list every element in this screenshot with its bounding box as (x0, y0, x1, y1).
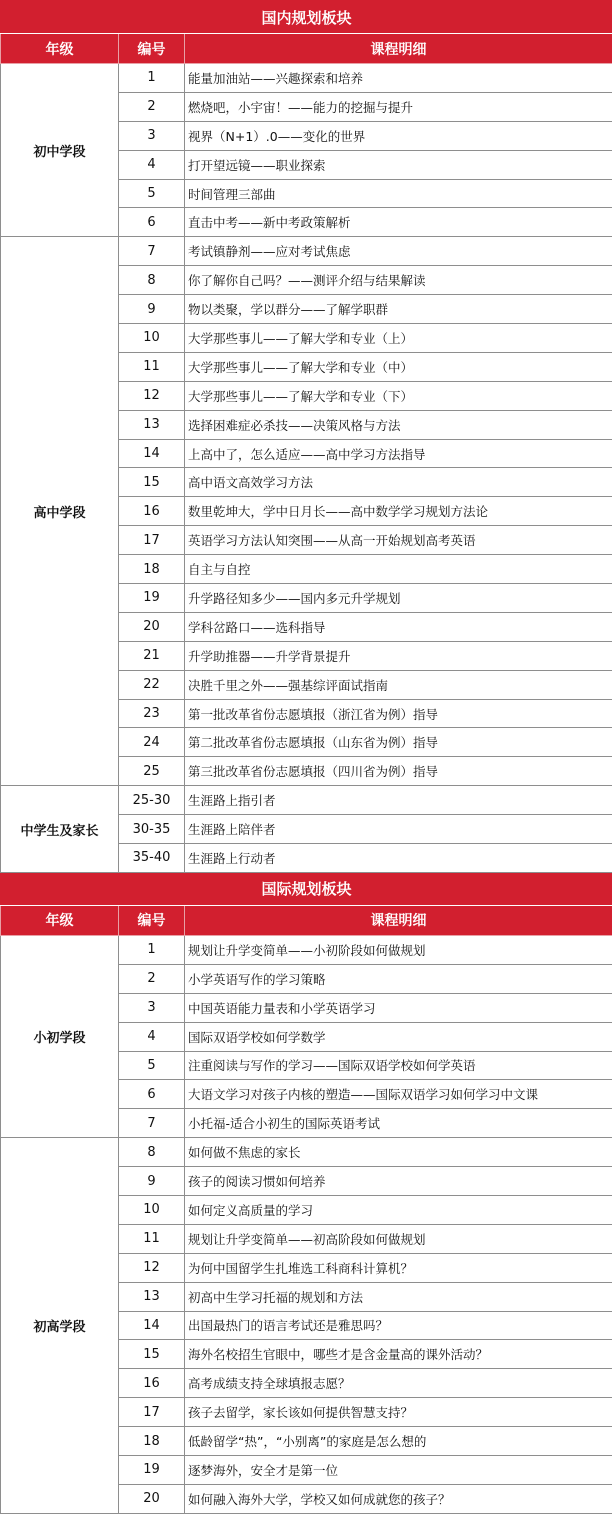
course-detail: 海外名校招生官眼中，哪些才是含金量高的课外活动？ (185, 1340, 612, 1369)
course-number: 6 (119, 208, 185, 237)
course-number: 5 (119, 1051, 185, 1080)
course-number: 22 (119, 670, 185, 699)
course-detail: 上高中了，怎么适应——高中学习方法指导 (185, 439, 612, 468)
table-row (1, 786, 612, 815)
header-grade: 年级 (1, 905, 119, 935)
course-number: 8 (119, 1138, 185, 1167)
course-detail: 决胜千里之外——强基综评面试指南 (185, 670, 612, 699)
course-number: 3 (119, 121, 185, 150)
header-row (1, 34, 612, 64)
header-detail: 课程明细 (185, 905, 612, 935)
course-detail: 你了解你自己吗？——测评介绍与结果解读 (185, 266, 612, 295)
course-detail: 英语学习方法认知突围——从高一开始规划高考英语 (185, 526, 612, 555)
course-detail: 小学英语写作的学习策略 (185, 964, 612, 993)
course-number: 16 (119, 1369, 185, 1398)
course-detail: 升学路径知多少——国内多元升学规划 (185, 584, 612, 613)
course-number: 1 (119, 935, 185, 964)
course-detail: 自主与自控 (185, 555, 612, 584)
course-number: 20 (119, 612, 185, 641)
course-number: 18 (119, 1427, 185, 1456)
course-detail: 物以类聚，学以群分——了解学职群 (185, 295, 612, 324)
header-number: 编号 (119, 905, 185, 935)
course-number: 1 (119, 64, 185, 93)
course-number: 2 (119, 964, 185, 993)
course-detail: 视界（N+1）.0——变化的世界 (185, 121, 612, 150)
course-number: 35-40 (119, 844, 185, 873)
course-detail: 大学那些事儿——了解大学和专业（下） (185, 381, 612, 410)
course-detail: 中国英语能力量表和小学英语学习 (185, 993, 612, 1022)
course-number: 10 (119, 324, 185, 353)
course-detail: 能量加油站——兴趣探索和培养 (185, 64, 612, 93)
course-number: 19 (119, 584, 185, 613)
course-number: 25-30 (119, 786, 185, 815)
course-detail: 大学那些事儿——了解大学和专业（上） (185, 324, 612, 353)
course-detail: 生涯路上陪伴者 (185, 815, 612, 844)
course-number: 13 (119, 1282, 185, 1311)
course-detail: 考试镇静剂——应对考试焦虑 (185, 237, 612, 266)
course-detail: 数里乾坤大，学中日月长——高中数学学习规划方法论 (185, 497, 612, 526)
course-detail: 打开望远镜——职业探索 (185, 150, 612, 179)
grade-cell: 小初学段 (1, 935, 119, 1137)
header-grade: 年级 (1, 34, 119, 64)
course-detail: 低龄留学“热”，“小别离”的家庭是怎么想的 (185, 1427, 612, 1456)
course-number: 23 (119, 699, 185, 728)
course-number: 30-35 (119, 815, 185, 844)
course-number: 25 (119, 757, 185, 786)
course-detail: 高考成绩支持全球填报志愿？ (185, 1369, 612, 1398)
table-row (1, 64, 612, 93)
course-number: 11 (119, 352, 185, 381)
course-detail: 第一批改革省份志愿填报（浙江省为例）指导 (185, 699, 612, 728)
course-number: 2 (119, 92, 185, 121)
course-number: 4 (119, 150, 185, 179)
course-detail: 孩子去留学，家长该如何提供智慧支持？ (185, 1398, 612, 1427)
course-number: 8 (119, 266, 185, 295)
course-number: 15 (119, 1340, 185, 1369)
grade-cell: 高中学段 (1, 237, 119, 786)
course-number: 5 (119, 179, 185, 208)
grade-cell: 初中学段 (1, 64, 119, 237)
course-number: 12 (119, 381, 185, 410)
course-detail: 小托福-适合小初生的国际英语考试 (185, 1109, 612, 1138)
course-number: 3 (119, 993, 185, 1022)
section-title: 国际规划板块 (1, 872, 612, 905)
course-number: 16 (119, 497, 185, 526)
section-title-row (1, 872, 612, 905)
course-detail: 学科岔路口——选科指导 (185, 612, 612, 641)
course-detail: 大语文学习对孩子内核的塑造——国际双语学习如何学习中文课 (185, 1080, 612, 1109)
course-number: 7 (119, 1109, 185, 1138)
course-detail: 为何中国留学生扎堆选工科商科计算机？ (185, 1253, 612, 1282)
grade-cell: 中学生及家长 (1, 786, 119, 873)
course-number: 11 (119, 1224, 185, 1253)
section-title-row (1, 1, 612, 34)
course-number: 13 (119, 410, 185, 439)
course-detail: 规划让升学变简单——小初阶段如何做规划 (185, 935, 612, 964)
course-detail: 大学那些事儿——了解大学和专业（中） (185, 352, 612, 381)
course-detail: 逐梦海外，安全才是第一位 (185, 1455, 612, 1484)
course-detail: 升学助推器——升学背景提升 (185, 641, 612, 670)
course-number: 9 (119, 1167, 185, 1196)
course-detail: 国际双语学校如何学数学 (185, 1022, 612, 1051)
course-number: 24 (119, 728, 185, 757)
header-number: 编号 (119, 34, 185, 64)
grade-cell: 初高学段 (1, 1138, 119, 1514)
course-number: 17 (119, 1398, 185, 1427)
course-number: 9 (119, 295, 185, 324)
header-detail: 课程明细 (185, 34, 612, 64)
table-row (1, 237, 612, 266)
course-detail: 高中语文高效学习方法 (185, 468, 612, 497)
course-detail: 出国最热门的语言考试还是雅思吗？ (185, 1311, 612, 1340)
course-detail: 注重阅读与写作的学习——国际双语学校如何学英语 (185, 1051, 612, 1080)
course-detail: 初高中生学习托福的规划和方法 (185, 1282, 612, 1311)
table-row (1, 935, 612, 964)
course-number: 14 (119, 439, 185, 468)
course-number: 18 (119, 555, 185, 584)
table-row (1, 1138, 612, 1167)
course-number: 17 (119, 526, 185, 555)
course-detail: 第二批改革省份志愿填报（山东省为例）指导 (185, 728, 612, 757)
course-detail: 生涯路上行动者 (185, 844, 612, 873)
course-detail: 生涯路上指引者 (185, 786, 612, 815)
course-number: 14 (119, 1311, 185, 1340)
course-number: 21 (119, 641, 185, 670)
course-detail: 直击中考——新中考政策解析 (185, 208, 612, 237)
course-detail: 时间管理三部曲 (185, 179, 612, 208)
course-number: 15 (119, 468, 185, 497)
course-detail: 选择困难症必杀技——决策风格与方法 (185, 410, 612, 439)
header-row (1, 905, 612, 935)
course-number: 19 (119, 1455, 185, 1484)
section-title: 国内规划板块 (1, 1, 612, 34)
course-detail: 孩子的阅读习惯如何培养 (185, 1167, 612, 1196)
course-detail: 燃烧吧，小宇宙！——能力的挖掘与提升 (185, 92, 612, 121)
course-number: 10 (119, 1195, 185, 1224)
course-detail: 如何融入海外大学，学校又如何成就您的孩子？ (185, 1484, 612, 1513)
course-number: 6 (119, 1080, 185, 1109)
course-detail: 规划让升学变简单——初高阶段如何做规划 (185, 1224, 612, 1253)
course-detail: 第三批改革省份志愿填报（四川省为例）指导 (185, 757, 612, 786)
course-detail: 如何做不焦虑的家长 (185, 1138, 612, 1167)
course-detail: 如何定义高质量的学习 (185, 1195, 612, 1224)
course-number: 4 (119, 1022, 185, 1051)
course-number: 20 (119, 1484, 185, 1513)
course-number: 12 (119, 1253, 185, 1282)
course-number: 7 (119, 237, 185, 266)
